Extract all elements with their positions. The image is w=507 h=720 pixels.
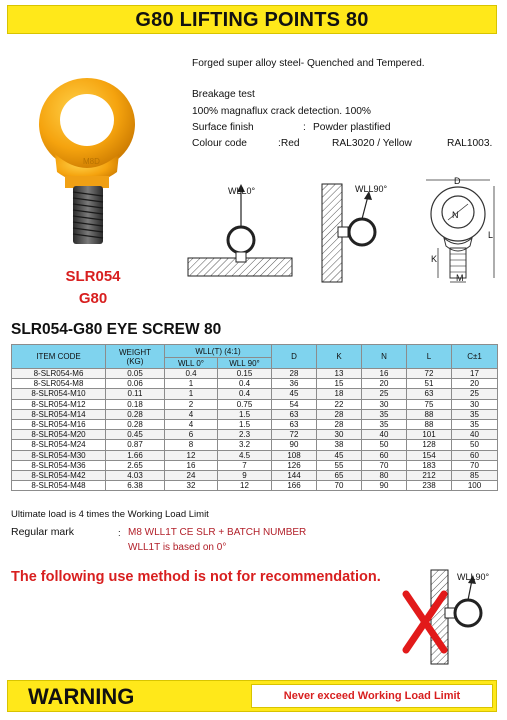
th-weight [106, 345, 165, 369]
spec-table-body [12, 369, 498, 491]
cell-wll90: 0.75 [218, 399, 272, 409]
cell-l: 51 [407, 379, 452, 389]
not-recommended-wll90: WLL90° [457, 572, 490, 582]
cell-d: 166 [272, 481, 317, 491]
cell-wll0: 4 [165, 419, 218, 429]
cell-k: 18 [317, 389, 362, 399]
cell-d: 36 [272, 379, 317, 389]
cell-k: 15 [317, 379, 362, 389]
cell-wll0: 12 [165, 450, 218, 460]
th-wll: WLL(T) (4:1) [165, 345, 272, 358]
th-d: D [272, 345, 317, 369]
note-ultimate: Ultimate load is 4 times the Working Load Limit [11, 509, 209, 520]
cell-weight: 0.28 [106, 419, 165, 429]
spec-colour-ral1: RAL3020 / Yellow [332, 138, 412, 149]
cell-k: 55 [317, 460, 362, 470]
cell-l: 75 [407, 399, 452, 409]
cell-c: 40 [452, 430, 498, 440]
th-wll90: WLL 90° [218, 358, 272, 369]
spec-breakage: Breakage test [192, 89, 255, 100]
cell-l: 154 [407, 450, 452, 460]
table-row [12, 460, 498, 470]
cell-item-code: 8-SLR054-M20 [12, 430, 106, 440]
cell-l: 101 [407, 430, 452, 440]
cell-d: 72 [272, 430, 317, 440]
cell-item-code: 8-SLR054-M24 [12, 440, 106, 450]
cell-n: 70 [362, 460, 407, 470]
cell-weight: 0.06 [106, 379, 165, 389]
cell-c: 17 [452, 369, 498, 379]
dim-n-label: N [452, 210, 459, 220]
cell-n: 50 [362, 440, 407, 450]
spec-colour-label: Colour code [192, 138, 247, 149]
table-row [12, 409, 498, 419]
cell-wll90: 0.15 [218, 369, 272, 379]
cell-k: 65 [317, 470, 362, 480]
cell-l: 88 [407, 419, 452, 429]
cell-l: 88 [407, 409, 452, 419]
diagram-wll90 [318, 180, 390, 286]
cell-n: 90 [362, 481, 407, 491]
table-row [12, 430, 498, 440]
table-row [12, 369, 498, 379]
cell-d: 63 [272, 419, 317, 429]
cell-weight: 4.03 [106, 470, 165, 480]
cell-d: 108 [272, 450, 317, 460]
cell-k: 28 [317, 419, 362, 429]
cell-d: 63 [272, 409, 317, 419]
cell-k: 30 [317, 430, 362, 440]
cell-wll90: 1.5 [218, 419, 272, 429]
table-row [12, 389, 498, 399]
wll0-label: WLL0° [228, 186, 256, 196]
cell-wll0: 6 [165, 430, 218, 440]
cell-k: 13 [317, 369, 362, 379]
eye-bolt-product-image [25, 72, 150, 250]
section-title: SLR054-G80 EYE SCREW 80 [11, 321, 222, 338]
spec-colour-red: :Red [278, 138, 300, 149]
cell-wll0: 1 [165, 379, 218, 389]
cell-weight: 0.45 [106, 430, 165, 440]
table-row [12, 419, 498, 429]
product-grade: G80 [78, 290, 108, 307]
cell-weight: 0.05 [106, 369, 165, 379]
cell-wll90: 4.5 [218, 450, 272, 460]
spec-colour-ral2: RAL1003. [447, 138, 493, 149]
table-row [12, 450, 498, 460]
cell-c: 30 [452, 399, 498, 409]
th-weight-unit: (KG) [126, 356, 144, 366]
cell-wll0: 16 [165, 460, 218, 470]
cell-item-code: 8-SLR054-M16 [12, 419, 106, 429]
cell-wll90: 2.3 [218, 430, 272, 440]
spec-material: Forged super alloy steel- Quenched and Tempered. [192, 58, 425, 69]
cell-c: 85 [452, 470, 498, 480]
cell-n: 35 [362, 419, 407, 429]
cell-wll0: 24 [165, 470, 218, 480]
cell-wll0: 2 [165, 399, 218, 409]
cell-item-code: 8-SLR054-M42 [12, 470, 106, 480]
cell-item-code: 8-SLR054-M36 [12, 460, 106, 470]
cell-d: 144 [272, 470, 317, 480]
cell-c: 25 [452, 389, 498, 399]
cell-item-code: 8-SLR054-M8 [12, 379, 106, 389]
table-row [12, 399, 498, 409]
th-c: C±1 [452, 345, 498, 369]
cell-item-code: 8-SLR054-M10 [12, 389, 106, 399]
th-k: K [317, 345, 362, 369]
cell-n: 35 [362, 409, 407, 419]
diagram-not-recommended [398, 568, 500, 668]
table-row [12, 379, 498, 389]
cell-wll90: 12 [218, 481, 272, 491]
th-wll0: WLL 0° [165, 358, 218, 369]
cell-wll0: 4 [165, 409, 218, 419]
cell-d: 45 [272, 389, 317, 399]
cell-weight: 1.66 [106, 450, 165, 460]
cell-wll0: 32 [165, 481, 218, 491]
cell-n: 80 [362, 470, 407, 480]
cell-l: 63 [407, 389, 452, 399]
cell-d: 90 [272, 440, 317, 450]
cell-item-code: 8-SLR054-M12 [12, 399, 106, 409]
spec-magnaflux: 100% magnaflux crack detection. 100% [192, 106, 371, 117]
not-recommended-text: The following use method is not for recommendation. [11, 569, 381, 585]
cell-c: 70 [452, 460, 498, 470]
cell-item-code: 8-SLR054-M14 [12, 409, 106, 419]
cell-wll90: 9 [218, 470, 272, 480]
cell-weight: 0.18 [106, 399, 165, 409]
spec-surface-sep: : [303, 122, 306, 133]
cell-weight: 6.38 [106, 481, 165, 491]
cell-c: 100 [452, 481, 498, 491]
cell-c: 35 [452, 419, 498, 429]
cell-c: 50 [452, 440, 498, 450]
dim-k-label: K [431, 254, 438, 264]
cell-item-code: 8-SLR054-M6 [12, 369, 106, 379]
cell-wll90: 0.4 [218, 379, 272, 389]
cell-wll0: 0.4 [165, 369, 218, 379]
title-bar [7, 5, 497, 34]
cell-wll90: 3.2 [218, 440, 272, 450]
cell-k: 28 [317, 409, 362, 419]
note-regular-value2: WLL1T is based on 0° [128, 542, 227, 553]
cell-c: 20 [452, 379, 498, 389]
cell-wll0: 8 [165, 440, 218, 450]
cell-c: 60 [452, 450, 498, 460]
cell-k: 38 [317, 440, 362, 450]
warning-box [251, 684, 493, 708]
cell-n: 25 [362, 389, 407, 399]
note-regular-sep: : [118, 528, 121, 539]
page-title: G80 LIFTING POINTS 80 [135, 9, 369, 31]
product-model: SLR054 [65, 268, 121, 285]
warning-label: WARNING [28, 684, 135, 709]
th-l: L [407, 345, 452, 369]
cell-d: 54 [272, 399, 317, 409]
warning-message: Never exceed Working Load Limit [283, 690, 461, 702]
cell-n: 20 [362, 379, 407, 389]
spec-surface-value: Powder plastified [313, 122, 391, 133]
cell-wll90: 7 [218, 460, 272, 470]
cell-weight: 0.87 [106, 440, 165, 450]
cell-d: 126 [272, 460, 317, 470]
cell-wll90: 0.4 [218, 389, 272, 399]
cell-d: 28 [272, 369, 317, 379]
spec-table [11, 344, 498, 491]
table-row [12, 440, 498, 450]
cell-l: 183 [407, 460, 452, 470]
cell-wll0: 1 [165, 389, 218, 399]
dim-m-label: M [456, 273, 464, 283]
cell-k: 22 [317, 399, 362, 409]
cell-l: 212 [407, 470, 452, 480]
wll90-diagram-label: WLL90° [355, 184, 388, 194]
cell-k: 45 [317, 450, 362, 460]
dim-d-label: D [454, 176, 461, 186]
cell-weight: 0.11 [106, 389, 165, 399]
product-stamp: M8D [83, 157, 100, 166]
table-row [12, 470, 498, 480]
cell-weight: 0.28 [106, 409, 165, 419]
cell-item-code: 8-SLR054-M30 [12, 450, 106, 460]
note-regular-label: Regular mark [11, 526, 75, 538]
th-item-code: ITEM CODE [12, 345, 106, 369]
cell-n: 16 [362, 369, 407, 379]
cell-weight: 2.65 [106, 460, 165, 470]
cell-k: 70 [317, 481, 362, 491]
cell-item-code: 8-SLR054-M48 [12, 481, 106, 491]
cell-l: 238 [407, 481, 452, 491]
cell-n: 60 [362, 450, 407, 460]
cell-c: 35 [452, 409, 498, 419]
note-regular-value: M8 WLL1T CE SLR + BATCH NUMBER [128, 527, 307, 538]
th-n: N [362, 345, 407, 369]
cell-l: 72 [407, 369, 452, 379]
table-row [12, 481, 498, 491]
cell-wll90: 1.5 [218, 409, 272, 419]
cell-l: 128 [407, 440, 452, 450]
cell-n: 40 [362, 430, 407, 440]
dim-l-label: L [488, 230, 494, 240]
spec-surface-label: Surface finish [192, 122, 254, 133]
th-weight-label: WEIGHT [119, 347, 151, 357]
cell-n: 30 [362, 399, 407, 409]
